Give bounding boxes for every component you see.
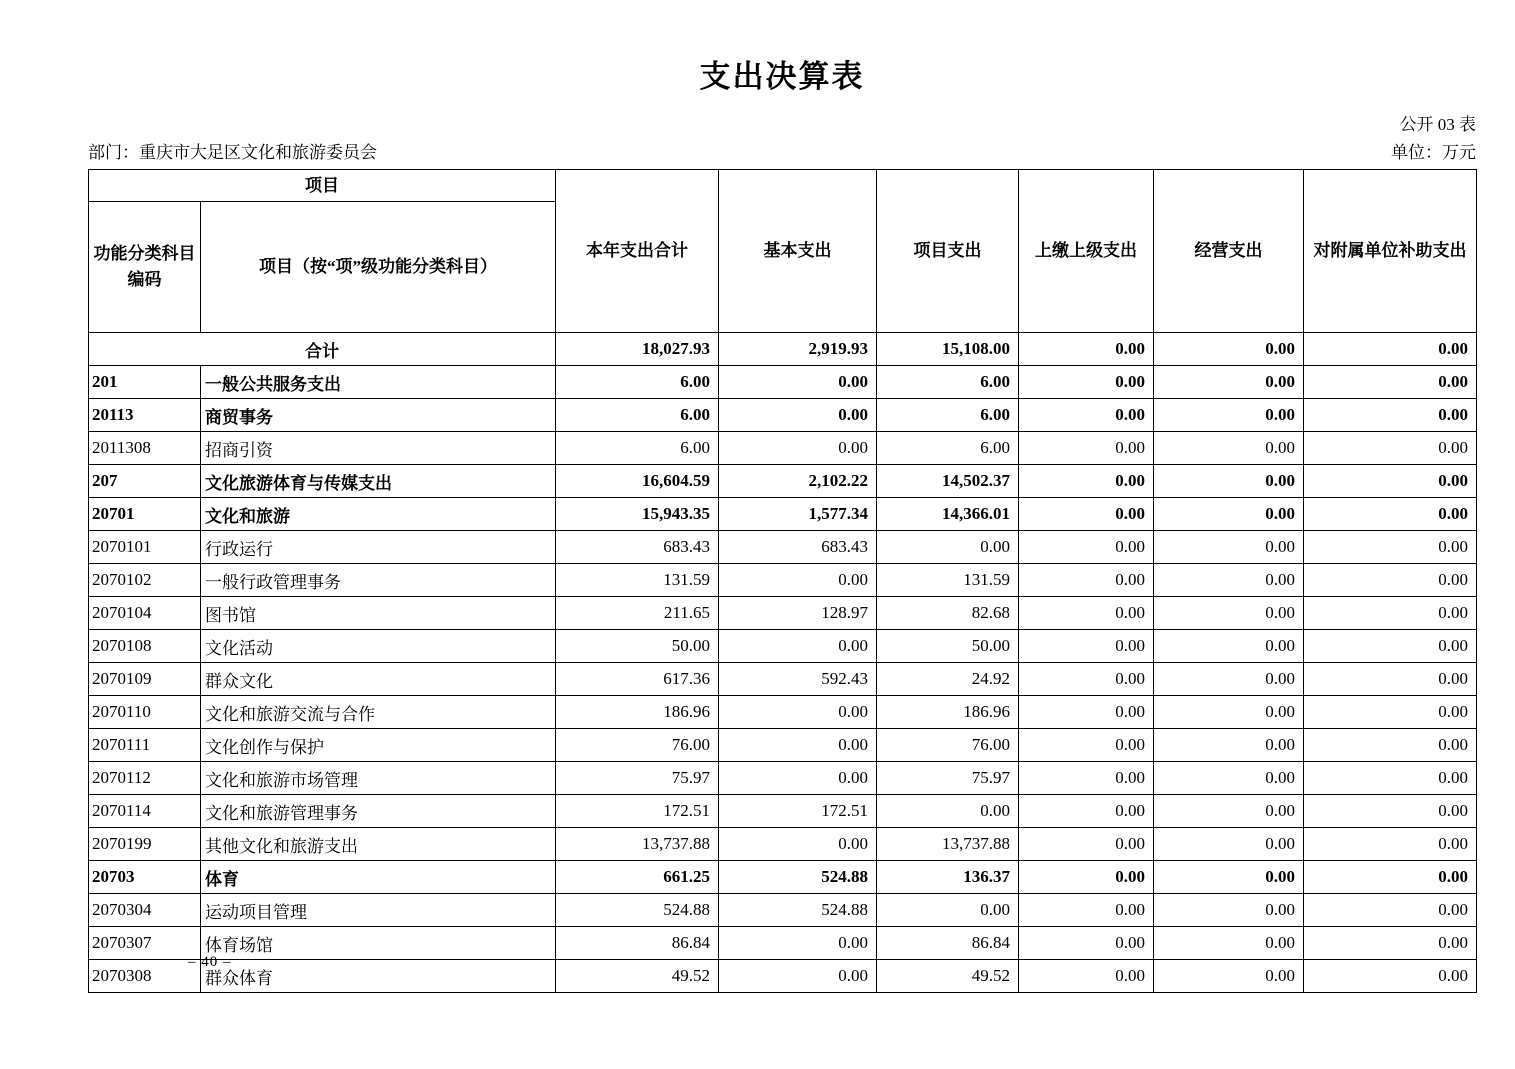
value-cell: 0.00 [719,927,877,960]
item-name-cell: 运动项目管理 [201,894,556,927]
expenditure-table [88,169,1477,993]
table-row [89,630,1477,663]
value-cell: 0.00 [1154,333,1304,366]
value-cell: 0.00 [719,564,877,597]
function-code-cell: 2070111 [89,729,201,762]
table-row [89,399,1477,432]
table-row [89,795,1477,828]
value-cell: 0.00 [1019,630,1154,663]
value-cell: 0.00 [1154,564,1304,597]
value-cell: 0.00 [719,729,877,762]
value-cell: 2,102.22 [719,465,877,498]
function-code-cell: 2070110 [89,696,201,729]
value-cell: 136.37 [877,861,1019,894]
header-upward-payment: 上缴上级支出 [1019,170,1154,333]
item-name-cell: 文化和旅游市场管理 [201,762,556,795]
header-function-code: 功能分类科目编码 [89,202,201,333]
value-cell: 0.00 [1019,531,1154,564]
department-label: 部门：重庆市大足区文化和旅游委员会 [88,143,377,162]
value-cell: 0.00 [877,894,1019,927]
value-cell: 0.00 [719,432,877,465]
item-name-cell: 文化和旅游 [201,498,556,531]
table-row [89,564,1477,597]
item-name-cell: 群众体育 [201,960,556,993]
header-subsidy-affiliated: 对附属单位补助支出 [1304,170,1477,333]
value-cell: 0.00 [719,630,877,663]
value-cell: 0.00 [1304,927,1477,960]
function-code-cell: 2070109 [89,663,201,696]
value-cell: 18,027.93 [556,333,719,366]
table-body [89,333,1477,993]
value-cell: 0.00 [719,366,877,399]
value-cell: 76.00 [877,729,1019,762]
value-cell: 76.00 [556,729,719,762]
value-cell: 13,737.88 [556,828,719,861]
value-cell: 0.00 [1154,663,1304,696]
value-cell: 0.00 [1304,531,1477,564]
table-row [89,927,1477,960]
function-code-cell: 2070108 [89,630,201,663]
function-code-cell: 201 [89,366,201,399]
value-cell: 24.92 [877,663,1019,696]
value-cell: 6.00 [556,432,719,465]
value-cell: 0.00 [1304,960,1477,993]
function-code-cell: 207 [89,465,201,498]
value-cell: 131.59 [877,564,1019,597]
function-code-cell: 20113 [89,399,201,432]
value-cell: 75.97 [556,762,719,795]
value-cell: 14,502.37 [877,465,1019,498]
value-cell: 128.97 [719,597,877,630]
value-cell: 0.00 [1304,762,1477,795]
table-row [89,828,1477,861]
value-cell: 86.84 [556,927,719,960]
value-cell: 0.00 [1154,960,1304,993]
function-code-cell: 2070308 [89,960,201,993]
value-cell: 82.68 [877,597,1019,630]
value-cell: 75.97 [877,762,1019,795]
value-cell: 0.00 [1304,366,1477,399]
value-cell: 0.00 [719,762,877,795]
table-row [89,729,1477,762]
value-cell: 0.00 [1304,333,1477,366]
table-row [89,432,1477,465]
value-cell: 13,737.88 [877,828,1019,861]
function-code-cell: 2070101 [89,531,201,564]
header-item-name: 项目（按“项”级功能分类科目） [201,202,556,333]
value-cell: 683.43 [556,531,719,564]
function-code-cell: 2070114 [89,795,201,828]
value-cell: 0.00 [1154,861,1304,894]
value-cell: 0.00 [1154,762,1304,795]
value-cell: 0.00 [1019,399,1154,432]
table-header [89,170,1477,333]
value-cell: 0.00 [1019,861,1154,894]
value-cell: 6.00 [556,366,719,399]
header-basic-expenditure: 基本支出 [719,170,877,333]
value-cell: 14,366.01 [877,498,1019,531]
value-cell: 2,919.93 [719,333,877,366]
value-cell: 0.00 [1304,597,1477,630]
table-row [89,894,1477,927]
value-cell: 0.00 [1154,696,1304,729]
function-code-cell: 2070304 [89,894,201,927]
function-code-cell: 2070102 [89,564,201,597]
function-code-cell: 2011308 [89,432,201,465]
item-name-cell: 行政运行 [201,531,556,564]
value-cell: 49.52 [556,960,719,993]
header-total-expenditure: 本年支出合计 [556,170,719,333]
table-row [89,531,1477,564]
item-name-cell: 文化和旅游管理事务 [201,795,556,828]
item-name-cell: 体育 [201,861,556,894]
value-cell: 0.00 [1019,795,1154,828]
item-name-cell: 图书馆 [201,597,556,630]
value-cell: 683.43 [719,531,877,564]
item-name-cell: 文化和旅游交流与合作 [201,696,556,729]
function-code-cell: 20701 [89,498,201,531]
value-cell: 0.00 [1304,696,1477,729]
table-row [89,498,1477,531]
value-cell: 0.00 [1154,366,1304,399]
value-cell: 617.36 [556,663,719,696]
table-row [89,696,1477,729]
value-cell: 0.00 [1154,399,1304,432]
value-cell: 0.00 [1304,630,1477,663]
value-cell: 0.00 [1019,432,1154,465]
value-cell: 0.00 [1019,894,1154,927]
value-cell: 6.00 [877,399,1019,432]
value-cell: 0.00 [1019,597,1154,630]
item-name-cell: 文化创作与保护 [201,729,556,762]
header-project-expenditure: 项目支出 [877,170,1019,333]
value-cell: 0.00 [1304,729,1477,762]
function-code-cell: 2070199 [89,828,201,861]
value-cell: 6.00 [556,399,719,432]
page-title: 支出决算表 [699,59,865,94]
value-cell: 592.43 [719,663,877,696]
value-cell: 0.00 [1154,630,1304,663]
value-cell: 0.00 [1019,663,1154,696]
header-project-group: 项目 [89,170,556,202]
table-row [89,762,1477,795]
total-label-cell: 合计 [89,333,556,366]
value-cell: 0.00 [1304,861,1477,894]
value-cell: 0.00 [1019,828,1154,861]
value-cell: 0.00 [1154,531,1304,564]
value-cell: 0.00 [1154,729,1304,762]
function-code-cell: 2070104 [89,597,201,630]
header-operating-expenditure: 经营支出 [1154,170,1304,333]
table-row [89,366,1477,399]
value-cell: 0.00 [1154,432,1304,465]
value-cell: 0.00 [1019,498,1154,531]
value-cell: 50.00 [877,630,1019,663]
value-cell: 0.00 [719,696,877,729]
value-cell: 6.00 [877,432,1019,465]
value-cell: 0.00 [1019,927,1154,960]
value-cell: 186.96 [877,696,1019,729]
value-cell: 15,108.00 [877,333,1019,366]
value-cell: 524.88 [556,894,719,927]
value-cell: 0.00 [1304,432,1477,465]
value-cell: 0.00 [719,399,877,432]
value-cell: 49.52 [877,960,1019,993]
value-cell: 0.00 [1019,762,1154,795]
value-cell: 6.00 [877,366,1019,399]
document-page [88,0,1476,993]
value-cell: 0.00 [1154,465,1304,498]
value-cell: 0.00 [1019,960,1154,993]
item-name-cell: 一般公共服务支出 [201,366,556,399]
table-row [89,333,1477,366]
value-cell: 0.00 [877,795,1019,828]
value-cell: 0.00 [1019,333,1154,366]
value-cell: 0.00 [1304,465,1477,498]
value-cell: 0.00 [1154,894,1304,927]
value-cell: 524.88 [719,861,877,894]
function-code-cell: 20703 [89,861,201,894]
value-cell: 50.00 [556,630,719,663]
value-cell: 211.65 [556,597,719,630]
value-cell: 0.00 [1154,795,1304,828]
value-cell: 524.88 [719,894,877,927]
value-cell: 16,604.59 [556,465,719,498]
value-cell: 0.00 [1304,399,1477,432]
value-cell: 0.00 [1304,795,1477,828]
value-cell: 0.00 [1304,564,1477,597]
value-cell: 0.00 [1154,828,1304,861]
value-cell: 0.00 [1019,564,1154,597]
function-code-cell: 2070307 [89,927,201,960]
value-cell: 131.59 [556,564,719,597]
meta-line [88,141,1476,168]
table-row [89,663,1477,696]
value-cell: 0.00 [877,531,1019,564]
table-row [89,597,1477,630]
item-name-cell: 文化旅游体育与传媒支出 [201,465,556,498]
table-row [89,861,1477,894]
value-cell: 0.00 [1154,498,1304,531]
value-cell: 0.00 [1019,729,1154,762]
table-row [89,465,1477,498]
value-cell: 0.00 [719,828,877,861]
public-table-code-label: 公开 03 表 [1399,115,1476,134]
value-cell: 186.96 [556,696,719,729]
value-cell: 0.00 [1304,663,1477,696]
item-name-cell: 体育场馆 [201,927,556,960]
value-cell: 0.00 [1304,894,1477,927]
value-cell: 86.84 [877,927,1019,960]
item-name-cell: 一般行政管理事务 [201,564,556,597]
value-cell: 661.25 [556,861,719,894]
value-cell: 0.00 [1019,465,1154,498]
function-code-cell: 2070112 [89,762,201,795]
value-cell: 0.00 [1019,696,1154,729]
value-cell: 0.00 [1154,597,1304,630]
value-cell: 172.51 [556,795,719,828]
item-name-cell: 商贸事务 [201,399,556,432]
value-cell: 0.00 [719,960,877,993]
table-row [89,960,1477,993]
value-cell: 1,577.34 [719,498,877,531]
item-name-cell: 群众文化 [201,663,556,696]
item-name-cell: 文化活动 [201,630,556,663]
value-cell: 172.51 [719,795,877,828]
item-name-cell: 其他文化和旅游支出 [201,828,556,861]
value-cell: 15,943.35 [556,498,719,531]
page-number: – 40 – [188,954,232,970]
value-cell: 0.00 [1154,927,1304,960]
value-cell: 0.00 [1304,828,1477,861]
unit-label: 单位：万元 [1391,143,1476,162]
item-name-cell: 招商引资 [201,432,556,465]
value-cell: 0.00 [1019,366,1154,399]
value-cell: 0.00 [1304,498,1477,531]
